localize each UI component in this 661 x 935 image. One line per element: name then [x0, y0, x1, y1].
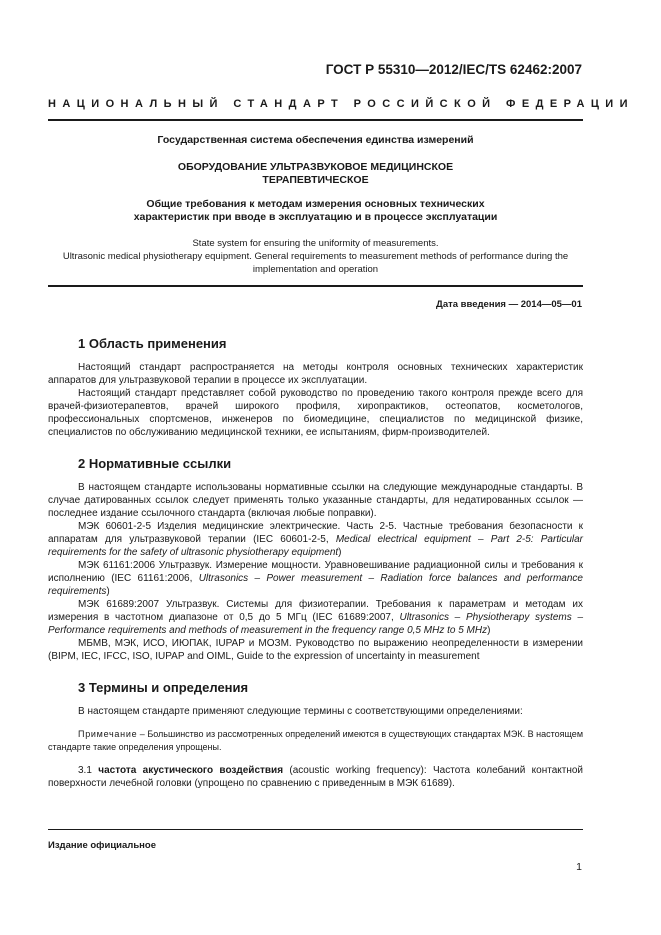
page-number: 1: [576, 861, 582, 873]
section-1-heading: 1 Область применения: [78, 336, 227, 351]
section-3-heading: 3 Термины и определения: [78, 680, 249, 695]
main-title-line-2: ТЕРАПЕВТИЧЕСКОЕ: [262, 174, 369, 186]
note: [48, 728, 583, 754]
sub-title-line-2: характеристик при вводе в эксплуатацию и в процессе эксплуатации: [133, 211, 498, 223]
reference-iec-61161-text: МЭК 61161:2006 Ультразвук. Измерение мощности. Уравновешивание радиационной силы и требования к исполнению (IEC 61161:2006,: [48, 560, 583, 584]
main-title-line-1: ОБОРУДОВАНИЕ УЛЬТРАЗВУКОВОЕ МЕДИЦИНСКОЕ: [177, 161, 454, 173]
section-2-heading: 2 Нормативные ссылки: [78, 456, 232, 471]
section-3-paragraph-1: В настоящем стандарте применяют следующие термины с соответствующими определениями:: [78, 706, 523, 717]
reference-iec-61161: [48, 559, 583, 598]
term-3-1-definition: (acoustic working frequency): Частота колебаний контактной поверхности лечебной головки (упрощено по сравнению с приведенным в МЭК 61689).: [48, 765, 584, 789]
system-title: Государственная система обеспечения единства измерений: [157, 134, 474, 146]
title-rule: [48, 285, 583, 287]
reference-gum: МБМВ, МЭК, ИСО, ИЮПАК, IUPAP и МОЗМ. Руководство по выражению неопределенности в измерении (BIPM, IEC, IFCC, ISO, IUPAP and OIML, Guide to the expression of uncertainty in measurement: [48, 638, 583, 662]
section-2-paragraph-1: В настоящем стандарте использованы нормативные ссылки на следующие международные стандарты. В случае датированных ссылок следует применять только указанные стандарты, для недатированных ссылок — последнее издание ссылочного стандарта (включая любые поправки).: [48, 482, 583, 519]
introduction-date: Дата введения — 2014—05—01: [436, 299, 582, 310]
english-title: [60, 237, 571, 276]
reference-iec-61161-en: Ultrasonics – Power measurement – Radiation force balances and performance requirements: [48, 573, 583, 597]
header-rule: [48, 119, 583, 121]
sub-title: [60, 198, 571, 224]
reference-iec-60601-text: МЭК 60601-2-5 Изделия медицинские электрические. Часть 2-5. Частные требования безопасности к аппаратам для ультразвуковой терапии (IEC 60601-2-5,: [48, 521, 583, 545]
term-3-1-number: 3.1: [78, 765, 99, 776]
term-3-1: [48, 764, 583, 790]
main-title: [60, 161, 571, 187]
reference-iec-61689-text: МЭК 61689:2007 Ультразвук. Системы для физиотерапии. Требования к параметрам и методам их измерения в частотном диапазоне от 0,5 до 5 МГц (IEC 61689:2007,: [48, 599, 583, 623]
official-edition-label: Издание официальное: [48, 840, 156, 851]
english-title-line-1: State system for ensuring the uniformity of measurements.: [192, 238, 439, 249]
reference-iec-60601-end: ): [338, 547, 342, 558]
term-3-1-term: частота акустического воздействия: [98, 765, 284, 776]
note-text: – Большинство из рассмотренных определений имеются в существующих стандартах МЭК. В настоящем стандарте такие определения упрощены.: [48, 729, 583, 752]
document-body: [48, 320, 583, 790]
sub-title-line-1: Общие требования к методам измерения основных технических: [146, 198, 485, 210]
reference-iec-61689-en: Ultrasonics – Physiotherapy systems – Performance requirements and methods of measurement in the frequency range 0,5 MHz to 5 MHz: [48, 612, 584, 636]
note-label: Примечание: [78, 729, 138, 739]
reference-iec-60601-en: Medical electrical equipment – Part 2-5: Particular requirements for the safety of ultrasonic physiotherapy equipment: [48, 534, 583, 558]
reference-iec-61161-end: ): [106, 586, 110, 597]
section-1-paragraph-2: Настоящий стандарт представляет собой руководство по проведению такого контроля прежде всего для врачей-физиотерапевтов, врачей широкого профиля, хиропрактиков, остеопатов, косметологов, профессиональных спортсменов, инженеров по биомедицине, специалистов по медицинской физике, специалистов по обслуживанию медицинской техники, ее испытаниям, фирм-производителей.: [48, 388, 583, 438]
english-title-line-2: Ultrasonic medical physiotherapy equipment. General requirements to measurement methods of performance during the implementation and operation: [62, 251, 569, 275]
gost-code: ГОСТ Р 55310—2012/IEC/TS 62462:2007: [325, 62, 582, 77]
footer-rule: [48, 829, 583, 830]
reference-iec-61689: [48, 598, 583, 637]
reference-iec-61689-end: ): [487, 625, 491, 636]
section-1-paragraph-1: Настоящий стандарт распространяется на методы контроля основных технических характеристик аппаратов для ультразвуковой терапии в процессе их эксплуатации.: [48, 362, 583, 386]
reference-iec-60601: [48, 520, 583, 559]
national-standard-heading: НАЦИОНАЛЬНЫЙ СТАНДАРТ РОССИЙСКОЙ ФЕДЕРАЦИИ: [48, 98, 634, 110]
